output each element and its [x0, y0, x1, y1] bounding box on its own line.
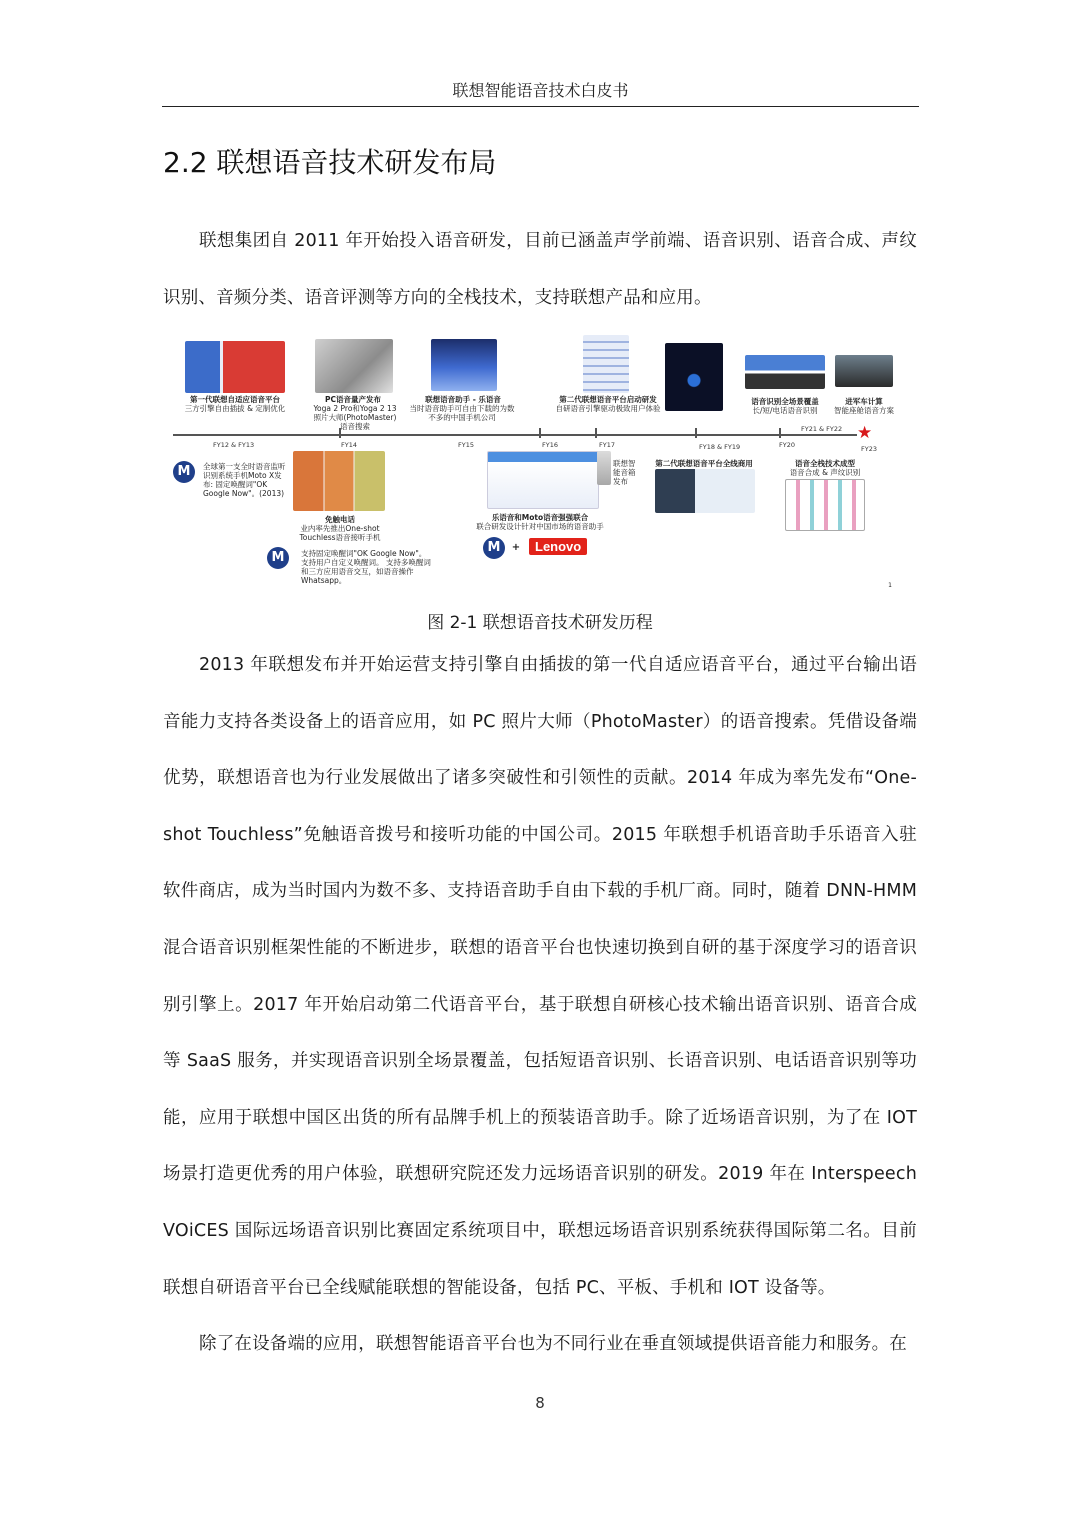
event-desc: Yoga 2 Pro和Yoga 2 13照片大师(PhotoMaster) 语音搜索 [313, 404, 397, 431]
event-title: 进军车计算 [845, 397, 883, 406]
architecture-diagram-image [583, 335, 629, 393]
timeline-tick [779, 428, 781, 438]
device-icons-image [745, 355, 825, 389]
event-desc: 全球第一支全时语音监听识别系统手机Moto X发布: 固定唤醒词"OK Google Now"。(2013) [203, 462, 286, 498]
event-desc: 自研语音引擎驱动极致用户体验 [555, 404, 661, 413]
timeline-label: FY15 [458, 441, 474, 449]
event-desc: 语音合成 & 声纹识别 [789, 468, 861, 477]
smart-speaker-screen-image [665, 343, 723, 411]
event-title: PC语音量产发布 [324, 395, 381, 404]
voice-assistant-phone-image [431, 339, 497, 391]
figure-footnote: 1 [888, 582, 892, 589]
figure-caption: 图 2-1 联想语音技术研发历程 [427, 613, 653, 633]
event-title: 乐语音和Moto语音强强联合 [491, 513, 589, 522]
page-number: 8 [535, 1394, 545, 1412]
motorola-logo-icon: M [267, 547, 289, 569]
timeline-label: FY12 & FY13 [213, 441, 255, 449]
event-desc: 联想智能音箱发布 [613, 459, 636, 486]
event-title: 第二代联想语音平台全线商用 [655, 459, 753, 468]
timeline-label: FY20 [779, 441, 795, 449]
timeline-label: FY18 & FY19 [699, 443, 741, 451]
event-title: 语音识别全场景覆盖 [751, 397, 819, 406]
smart-speaker-image [597, 451, 611, 485]
event-title: 第二代联想语音平台启动研发 [559, 395, 657, 404]
running-header: 联想智能语音技术白皮书 [452, 81, 629, 100]
platform-screenshot-image [185, 341, 285, 393]
tts-voiceprint-chart-image [785, 479, 865, 531]
event-desc: 当时语音助手可自由下载的为数不多的中国手机公司 [409, 404, 515, 422]
event-desc: 长/短/电话语音识别 [752, 406, 818, 415]
timeline-label: FY14 [341, 441, 357, 449]
motorola-logo-icon: M [483, 537, 505, 559]
event-title: 联想语音助手 - 乐语音 [425, 395, 501, 404]
event-title: 语音全栈技术成型 [795, 459, 855, 468]
timeline-label: FY23 [861, 445, 877, 453]
paragraph-intro: 联想集团自 2011 年开始投入语音研发，目前已涵盖声学前端、语音识别、语音合成、声纹识别、音频分类、语音评测等方向的全栈技术，支持联想产品和应用。 [163, 231, 917, 308]
timeline-tick [695, 428, 697, 438]
timeline-label: FY21 & FY22 [801, 425, 843, 433]
person-wave-image [655, 469, 755, 513]
lenovo-logo: Lenovo [529, 538, 587, 555]
timeline-tick [339, 428, 341, 438]
timeline-figure [165, 335, 903, 593]
timeline-axis [173, 434, 857, 436]
phone-screens-image [293, 451, 385, 511]
star-icon: ★ [857, 423, 873, 443]
paragraph-industry: 除了在设备端的应用，联想智能语音平台也为不同行业在垂直领域提供语音能力和服务。在 [199, 1334, 907, 1354]
event-title: 第一代联想自适应语音平台 [190, 395, 280, 404]
paragraph-history: 2013 年联想发布并开始运营支持引擎自由插拔的第一代自适应语音平台，通过平台输出语音能力支持各类设备上的语音应用，如 PC 照片大师（PhotoMaster）的语音搜索。凭借设备端优势，联想语音也为行业发展做出了诸多突破性和引领性的贡献。2014 年成为率先发布“One-shot Touchless”免触语音拨号和接听功能的中国公司。2015 年联想手机语音助手乐语音入驻软件商店，成为当时国内为数不多、支持语音助手自由下载的手机厂商。同时，随着 DNN-HMM 混合语音识别框架性能的不断进步，联想的语音平台也快速切换到自研的基于深度学习的语音识别引擎上。2017 年开始启动第二代语音平台，基于联想自研核心技术输出语音识别、语音合成等 SaaS 服务，并实现语音识别全场景覆盖，包括短语音识别、长语音识别、电话语音识别等功能，应用于联想中国区出货的所有品牌手机上的预装语音助手。除了近场语音识别，为了在 IOT 场景打造更优秀的用户体验，联想研究院还发力远场语音识别的研发。2019 年在 Interspeech VOiCES 国际远场语音识别比赛固定系统项目中，联想远场语音识别系统获得国际第二名。目前联想自研语音平台已全线赋能联想的智能设备，包括 PC、平板、手机和 IOT 设备等。 [163, 655, 917, 1298]
car-cockpit-image [835, 355, 893, 387]
plus-sign: + [511, 542, 521, 553]
event-desc: 业内率先推出One-shot Touchless语音接听手机 [299, 524, 381, 542]
event-desc: 智能座舱语音方案 [834, 406, 894, 415]
timeline-tick [595, 428, 597, 438]
timeline-label: FY16 [542, 441, 558, 449]
timeline-label: FY17 [599, 441, 615, 449]
yoga-laptop-image [315, 339, 393, 393]
event-desc: 支持固定唤醒词"OK Google Now"。 支持用户自定义唤醒词。 支持多唤醒词和三方应用语音交互，如语音操作Whatsapp。 [301, 549, 431, 585]
section-title: 2.2 联想语音技术研发布局 [163, 146, 497, 179]
event-desc: 三方引擎自由插拔 & 定制优化 [184, 404, 286, 413]
event-desc: 联合研发设计针对中国市场的语音助手 [476, 522, 604, 531]
timeline-tick [539, 428, 541, 438]
event-title: 免触电话 [325, 515, 355, 524]
motorola-logo-icon: M [173, 461, 195, 483]
header-rule [162, 106, 919, 107]
le-voice-app-image [487, 451, 599, 509]
